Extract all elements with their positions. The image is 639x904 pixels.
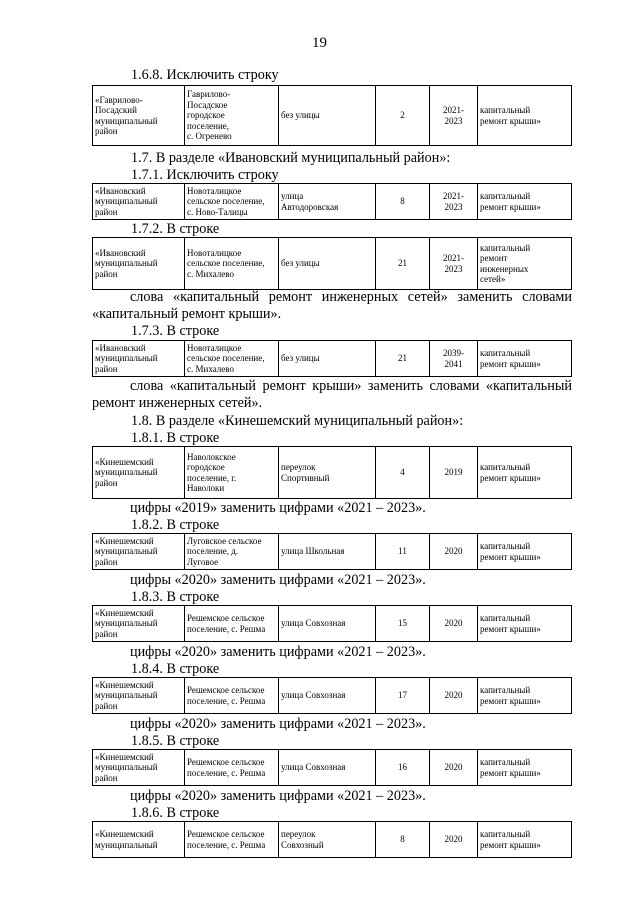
cell-line: Совхозный: [281, 839, 324, 850]
cell-line: 2021-: [443, 191, 464, 201]
cell-line: 2: [400, 110, 405, 121]
cell-line: 2020: [444, 762, 463, 773]
cell-period: [430, 238, 478, 290]
cell-line: капитальный: [480, 348, 531, 358]
cell-number: [376, 238, 430, 290]
cell-line: капитальный: [480, 242, 531, 253]
paragraph: [92, 572, 572, 589]
cell-line: «Кинешемский: [95, 829, 154, 839]
cell-line: ремонт крыши»: [480, 623, 541, 634]
cell-line: Спортивный: [281, 472, 330, 483]
cell-line: 16: [398, 762, 407, 773]
cell-line: городское: [187, 110, 225, 121]
section-heading: 1.7.3. В строке: [131, 323, 220, 339]
cell-period: [430, 447, 478, 499]
cell-number: [376, 534, 430, 570]
cell-line: район: [95, 772, 118, 783]
cell-line: капитальный: [480, 613, 531, 623]
cell-line: инженерных: [480, 263, 529, 274]
cell-work: [478, 750, 572, 786]
cell-line: переулок: [281, 829, 316, 839]
cell-line: без улицы: [281, 353, 320, 364]
cell-line: капитальный: [480, 829, 531, 839]
cell-line: муниципальный: [95, 618, 158, 629]
cell-street: [279, 86, 376, 146]
cell-street: [279, 184, 376, 220]
cell-work: [478, 238, 572, 290]
cell-street: [279, 534, 376, 570]
cell-line: поселение, г.: [187, 472, 237, 483]
cell-settlement: [185, 238, 279, 290]
cell-line: 2021-: [443, 105, 464, 115]
cell-district: [93, 86, 185, 146]
cell-line: капитальный: [480, 685, 531, 695]
cell-line: Автодоровская: [281, 201, 339, 212]
cell-line: улица Совхозная: [281, 762, 346, 773]
section-heading: 1.8.3. В строке: [131, 589, 220, 605]
cell-line: Новоталицкое: [187, 185, 242, 196]
cell-street: [279, 678, 376, 714]
cell-street: [279, 447, 376, 499]
cell-line: «Ивановский: [95, 342, 146, 353]
cell-line: 2020: [444, 834, 463, 845]
cell-street: [279, 341, 376, 377]
cell-line: капитальный: [480, 541, 531, 551]
paragraph: [92, 500, 572, 517]
cell-settlement: [185, 750, 279, 786]
table-row: [93, 86, 572, 146]
cell-settlement: [185, 606, 279, 642]
cell-line: улица: [281, 191, 304, 201]
cell-line: сельское поселение,: [187, 258, 265, 269]
paragraph: [92, 644, 572, 661]
cell-district: [93, 822, 185, 858]
cell-line: 2021-: [443, 253, 464, 263]
cell-settlement: [185, 678, 279, 714]
table-row: [93, 750, 572, 786]
cell-district: [93, 606, 185, 642]
cell-line: с. Михалево: [187, 268, 234, 279]
cell-line: сельское поселение,: [187, 353, 265, 364]
cell-period: [430, 822, 478, 858]
cell-line: капитальный: [480, 105, 531, 115]
register-table: [92, 605, 572, 642]
cell-line: Луговское сельское: [187, 535, 262, 546]
cell-line: поселение, с. Решма: [187, 623, 266, 634]
paragraph-text: цифры «2020» заменить цифрами «2021 – 2023».: [130, 788, 426, 804]
cell-line: муниципальный: [95, 467, 158, 478]
cell-line: улица Совхозная: [281, 690, 346, 701]
cell-line: 2023: [444, 201, 463, 212]
register-table: [92, 183, 572, 220]
cell-line: Наволоки: [187, 483, 225, 493]
cell-line: 2041: [444, 358, 463, 369]
cell-line: 15: [398, 618, 407, 629]
cell-line: Посадский: [95, 105, 137, 115]
cell-line: 8: [400, 834, 405, 845]
table-row: [93, 238, 572, 290]
cell-line: переулок: [281, 462, 316, 472]
register-table: [92, 446, 572, 499]
cell-line: Решемское сельское: [187, 613, 265, 623]
cell-line: муниципальный: [95, 196, 158, 207]
cell-line: 2023: [444, 115, 463, 126]
cell-period: [430, 341, 478, 377]
register-table: [92, 340, 572, 377]
cell-line: ремонт крыши»: [480, 551, 541, 562]
cell-line: 2039-: [443, 348, 464, 358]
cell-line: «Кинешемский: [95, 535, 154, 546]
cell-line: Гаврилово-: [187, 89, 231, 100]
cell-line: городское: [187, 462, 225, 472]
cell-district: [93, 750, 185, 786]
cell-line: 2020: [444, 618, 463, 629]
cell-line: ремонт крыши»: [480, 115, 541, 126]
page-number: 19: [312, 35, 327, 51]
cell-settlement: [185, 822, 279, 858]
cell-line: ремонт: [480, 253, 508, 263]
cell-line: поселение, с. Решма: [187, 767, 266, 778]
cell-line: улица Школьная: [281, 546, 345, 557]
cell-period: [430, 606, 478, 642]
cell-number: [376, 184, 430, 220]
cell-line: муниципальный: [95, 115, 158, 126]
cell-line: Решемское сельское: [187, 829, 265, 839]
cell-line: без улицы: [281, 110, 320, 121]
cell-period: [430, 750, 478, 786]
cell-line: «Гаврилово-: [95, 94, 143, 105]
cell-line: ремонт крыши»: [480, 201, 541, 212]
cell-street: [279, 238, 376, 290]
cell-line: «Ивановский: [95, 247, 146, 258]
cell-line: ремонт крыши»: [480, 472, 541, 483]
cell-settlement: [185, 184, 279, 220]
cell-number: [376, 822, 430, 858]
cell-period: [430, 86, 478, 146]
cell-line: 21: [398, 353, 407, 364]
paragraph-text: слова «капитальный ремонт крыши» заменить словами «капитальный ремонт инженерных сетей».: [92, 378, 572, 411]
cell-line: ремонт крыши»: [480, 358, 541, 369]
paragraph-text: цифры «2020» заменить цифрами «2021 – 2023».: [130, 716, 426, 732]
cell-period: [430, 184, 478, 220]
cell-line: муниципальный: [95, 258, 158, 269]
cell-number: [376, 678, 430, 714]
cell-settlement: [185, 534, 279, 570]
cell-line: 2020: [444, 546, 463, 557]
cell-work: [478, 822, 572, 858]
cell-work: [478, 447, 572, 499]
table-row: [93, 184, 572, 220]
paragraph: [92, 788, 572, 805]
cell-line: капитальный: [480, 462, 531, 472]
cell-line: поселение, д.: [187, 546, 239, 557]
table-row: [93, 447, 572, 499]
section-heading: 1.8.5. В строке: [131, 733, 220, 749]
cell-line: «Ивановский: [95, 185, 146, 196]
cell-number: [376, 341, 430, 377]
cell-street: [279, 606, 376, 642]
cell-line: 2023: [444, 263, 463, 274]
cell-line: сетей»: [480, 274, 506, 284]
cell-line: улица Совхозная: [281, 618, 346, 629]
register-table: [92, 749, 572, 786]
section-heading: 1.7. В разделе «Ивановский муниципальный район»:: [131, 150, 451, 166]
cell-work: [478, 678, 572, 714]
register-table: [92, 821, 572, 858]
cell-line: «Кинешемский: [95, 751, 154, 762]
cell-line: Решемское сельское: [187, 757, 265, 767]
cell-line: с. Михалево: [187, 363, 234, 374]
cell-street: [279, 750, 376, 786]
cell-district: [93, 678, 185, 714]
register-table: [92, 237, 572, 290]
cell-line: «Кинешемский: [95, 679, 154, 690]
cell-line: район: [95, 268, 118, 279]
cell-line: поселение, с. Решма: [187, 839, 266, 850]
table-row: [93, 678, 572, 714]
cell-work: [478, 606, 572, 642]
cell-line: Новоталицкое: [187, 342, 242, 353]
section-heading: 1.8.1. В строке: [131, 430, 220, 446]
cell-number: [376, 86, 430, 146]
cell-district: [93, 184, 185, 220]
cell-line: муниципальный: [95, 353, 158, 364]
cell-settlement: [185, 341, 279, 377]
paragraph-text: слова «капитальный ремонт инженерных сетей» заменить словами «капитальный ремонт крыши».: [92, 289, 572, 322]
cell-line: ремонт крыши»: [480, 767, 541, 778]
cell-district: [93, 447, 185, 499]
register-table: [92, 533, 572, 570]
cell-line: район: [95, 206, 118, 217]
cell-line: 2019: [444, 467, 463, 478]
cell-work: [478, 534, 572, 570]
section-heading: 1.7.1. Исключить строку: [131, 167, 279, 183]
cell-line: 17: [398, 690, 407, 701]
cell-line: Луговое: [187, 556, 219, 567]
cell-district: [93, 534, 185, 570]
cell-line: район: [95, 126, 118, 136]
section-heading: 1.8.2. В строке: [131, 517, 220, 533]
paragraph: [92, 716, 572, 733]
cell-line: район: [95, 556, 118, 567]
paragraph-text: цифры «2020» заменить цифрами «2021 – 2023».: [130, 644, 426, 660]
cell-line: капитальный: [480, 191, 531, 201]
cell-line: 4: [400, 467, 405, 478]
cell-line: поселение, с. Решма: [187, 695, 266, 706]
cell-district: [93, 238, 185, 290]
cell-number: [376, 606, 430, 642]
cell-street: [279, 822, 376, 858]
cell-line: Решемское сельское: [187, 685, 265, 695]
register-table: [92, 85, 572, 146]
paragraph: [92, 378, 572, 412]
table-row: [93, 606, 572, 642]
section-heading: 1.8.4. В строке: [131, 661, 220, 677]
cell-line: 21: [398, 258, 407, 269]
cell-line: Посадское: [187, 99, 228, 110]
paragraph-text: цифры «2019» заменить цифрами «2021 – 2023».: [130, 500, 426, 516]
cell-line: Наволокское: [187, 451, 236, 462]
cell-number: [376, 750, 430, 786]
cell-period: [430, 534, 478, 570]
register-table: [92, 677, 572, 714]
cell-line: муниципальный: [95, 546, 158, 557]
cell-line: 8: [400, 196, 405, 207]
cell-line: с. Огренево: [187, 131, 232, 142]
cell-number: [376, 447, 430, 499]
cell-settlement: [185, 86, 279, 146]
cell-settlement: [185, 447, 279, 499]
cell-line: без улицы: [281, 258, 320, 269]
cell-district: [93, 341, 185, 377]
cell-line: «Кинешемский: [95, 456, 154, 467]
cell-line: ремонт крыши»: [480, 839, 541, 850]
cell-work: [478, 86, 572, 146]
cell-line: район: [95, 363, 118, 374]
cell-line: район: [95, 628, 118, 639]
cell-line: сельское поселение,: [187, 196, 265, 207]
cell-line: ремонт крыши»: [480, 695, 541, 706]
cell-line: муниципальный: [95, 762, 158, 773]
cell-line: поселение,: [187, 120, 230, 131]
cell-work: [478, 341, 572, 377]
cell-line: Новоталицкое: [187, 247, 242, 258]
section-heading: 1.8. В разделе «Кинешемский муниципальный район»:: [131, 413, 464, 429]
cell-line: «Кинешемский: [95, 607, 154, 618]
section-heading: 1.8.6. В строке: [131, 805, 220, 821]
cell-line: 11: [398, 546, 407, 557]
cell-line: 2020: [444, 690, 463, 701]
section-heading: 1.6.8. Исключить строку: [131, 67, 279, 83]
paragraph-text: цифры «2020» заменить цифрами «2021 – 2023».: [130, 572, 426, 588]
cell-line: район: [95, 477, 118, 488]
cell-period: [430, 678, 478, 714]
table-row: [93, 534, 572, 570]
cell-line: муниципальный: [95, 839, 158, 850]
table-row: [93, 341, 572, 377]
cell-line: муниципальный: [95, 690, 158, 701]
section-heading: 1.7.2. В строке: [131, 221, 220, 237]
table-row: [93, 822, 572, 858]
cell-line: капитальный: [480, 757, 531, 767]
paragraph: [92, 289, 572, 323]
cell-line: с. Ново-Талицы: [187, 206, 248, 217]
cell-work: [478, 184, 572, 220]
cell-line: район: [95, 700, 118, 711]
